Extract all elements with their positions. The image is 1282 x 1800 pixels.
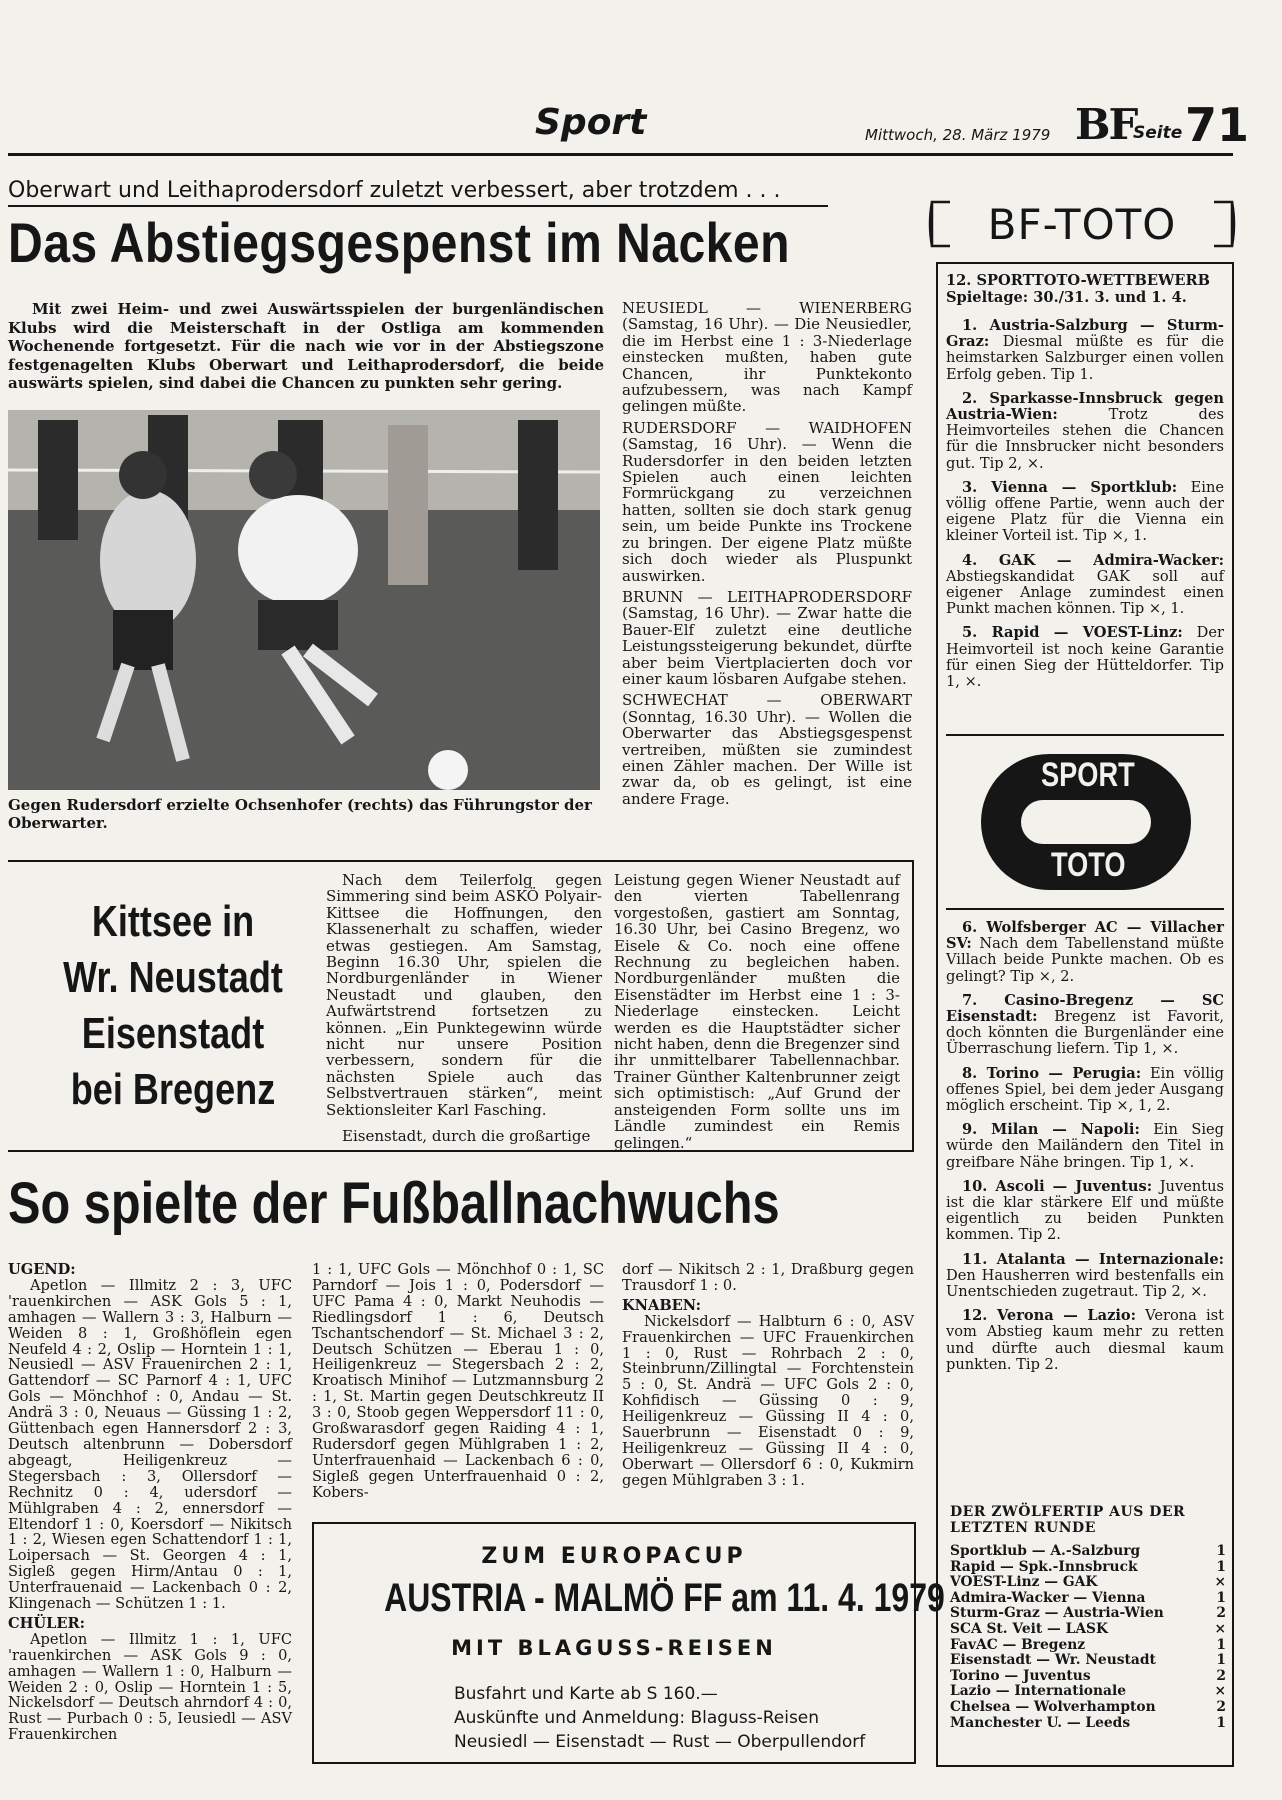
toto-tip-12-match: 12. Verona — Lazio:: [962, 1307, 1137, 1325]
youth-headline: So spielte der Fußballnachwuchs: [8, 1171, 780, 1236]
toto-tip-7-text: Bregenz ist Favorit, doch könnten die Burgenländer eine Überraschung liefern. Tip 1, ×.: [946, 1008, 1225, 1058]
toto-tip-6: [946, 920, 1224, 985]
toto-tip-9-match: 9. Milan — Napoli:: [962, 1121, 1140, 1139]
toto-tip-11: [946, 1252, 1224, 1301]
toto-result-tip: 2: [1216, 1605, 1226, 1622]
box-headline-line4: bei Bregenz: [70, 1065, 276, 1114]
youth-knaben-results: Nickelsdorf — Halbturn 6 : 0, ASV Frauenkirchen — UFC Frauenkirchen 1 : 0, Rust — Rohrbach 2 : 0, Steinbrunn/Zillingtal — Forchtenstein 5 : 0, St. Andrä — UFC Gols 2 : 0, Kohfidisch — Güssing 0 : 9, Heiligenkreuz — Güssing II 4 : 0, Sauerbrunn — Eisenstadt 0 : 9, Heiligenkreuz — Güssing II 4 : 0, Oberwart — Ollersdorf 6 : 0, Kukmirn gegen Mühlgraben 3 : 1.: [622, 1312, 914, 1489]
toto-result-tip: 2: [1216, 1698, 1226, 1715]
toto-tip-10: [946, 1179, 1224, 1244]
toto-tip-4-match: 4. GAK — Admira-Wacker:: [962, 551, 1224, 569]
issue-date: Mittwoch, 28. März 1979: [865, 126, 1051, 144]
kicker-rule: [8, 205, 828, 207]
advert-line-2-wrap: [314, 1576, 945, 1621]
toto-tip-8-text: Ein völlig offenes Spiel, bei dem jeder Ausgang möglich erscheint. Tip ×, 1, 2.: [946, 1064, 1225, 1115]
toto-heading-1: 12. SPORTTOTO-WETTBEWERB: [946, 272, 1210, 289]
toto-tip-1-text: Diesmal müßte es für die heimstarken Salzburger einen vollen Erfolg geben. Tip 1.: [946, 333, 1225, 383]
box-headline-line1: Kittsee in: [91, 897, 255, 946]
page-number: 71: [1185, 98, 1250, 152]
paragraph-brunn: BRUNN — LEITHAPRODERSDORF (Samstag, 16 Uhr). — Zwar hatte die Bauer-Elf zuletzt eine deutliche Leistungssteigerung bekundet, dürfte aber beim Viertplacierten doch vor einer kaum lösbaren Aufgabe stehen.: [622, 587, 912, 688]
toto-tip-4: [946, 553, 1224, 618]
toto-tip-3: [946, 480, 1224, 545]
toto-result-tip: 1: [1216, 1714, 1226, 1731]
masthead-logo: BF: [1075, 100, 1137, 149]
toto-result-tip: 1: [1216, 1652, 1226, 1669]
youth-column-3-text: dorf — Nikitsch 2 : 1, Draßburg gegen Trausdorf 1 : 0.: [622, 1261, 914, 1294]
match-photo: [8, 410, 600, 790]
toto-tip-6-match: 6. Wolfsberger AC — Villacher SV:: [946, 919, 1224, 953]
toto-tip-7: [946, 993, 1224, 1058]
box-headline-line2: Wr. Neustadt: [63, 953, 283, 1002]
toto-result-row: [950, 1684, 1226, 1700]
toto-tip-5: [946, 625, 1224, 690]
toto-result-match: Torino — Juventus: [950, 1667, 1091, 1684]
toto-result-match: Chelsea — Wolverhampton: [950, 1698, 1156, 1715]
toto-tip-4-text: Abstiegskandidat GAK soll auf eigener Anlage zumindest einen Punkt machen können. Tip ×, 1.: [946, 567, 1224, 618]
toto-tip-12: [946, 1308, 1224, 1373]
sport-toto-logo-top: SPORT: [1041, 756, 1135, 794]
photo-caption: Gegen Rudersdorf erzielte Ochsenhofer (rechts) das Führungstor der Oberwarter.: [8, 796, 592, 832]
lead-headline: Das Abstiegsgespenst im Nacken: [8, 211, 790, 274]
youth-column-3: [622, 1262, 914, 1489]
toto-result-match: Lazio — Internationale: [950, 1683, 1127, 1700]
toto-tip-5-text: Der Heimvorteil ist noch keine Garantie für einen Sieg der Hütteldorfer. Tip 1, ×.: [946, 624, 1224, 691]
toto-result-row: [950, 1700, 1226, 1716]
toto-result-tip: ×: [1214, 1574, 1226, 1591]
lead-kicker: Oberwart und Leithaprodersdorf zuletzt verbessert, aber trotzdem . . .: [8, 178, 781, 203]
toto-title-banner: [928, 198, 1236, 250]
toto-tip-9: [946, 1122, 1224, 1171]
youth-heading-knaben: KNABEN:: [622, 1296, 702, 1314]
advert-line-5: Auskünfte und Anmeldung: Blaguss-Reisen: [454, 1708, 820, 1728]
youth-schueler-results: Apetlon — Illmitz 1 : 1, UFC 'rauenkirchen — ASK Gols 9 : 0, amhagen — Wallern 1 : 0, Halburn — Weiden 2 : 0, Oslip — Horntein 1 : 5, Nickelsdorf — Deutsch ahrndorf 4 : 0, Rust — Purbach 0 : 5, Ieusiedl — ASV Frauenkirchen: [8, 1630, 292, 1744]
box-column-2: Leistung gegen Wiener Neustadt auf den vierten Tabellenrang vorgestoßen, gastiert am Sonntag, 16.30 Uhr, bei Casino Bregenz, wo Eisele & Co. noch eine offene Rechnung zu begleichen haben. Nordburgenländer mußten die Eisenstädter im Herbst eine 1 : 3-Niederlage einstecken. Leicht werden es die Hauptstädter sicher nicht haben, denn die Bregenzer sind ihr unmittelbarer Tabellennachbar. Trainer Günther Kaltenbrunner zeigt sich optimistisch: „Auf Grund der ansteigenden Form sollte uns im Ländle zumindest ein Remis gelingen.“: [614, 871, 900, 1152]
toto-content-top: [946, 272, 1224, 698]
toto-result-row: [950, 1606, 1226, 1622]
toto-divider-2: [946, 908, 1224, 910]
box-headline: [28, 894, 318, 1118]
toto-result-tip: 1: [1216, 1543, 1226, 1559]
toto-result-row: [950, 1560, 1226, 1576]
advert-line-3: MIT BLAGUSS-REISEN: [451, 1636, 777, 1660]
toto-result-tip: 1: [1216, 1636, 1226, 1653]
lead-columns: [622, 300, 912, 812]
sport-toto-logo-bottom: TOTO: [1051, 846, 1126, 884]
toto-result-match: Sportklub — A.-Salzburg: [950, 1543, 1141, 1559]
toto-result-row: [950, 1544, 1226, 1560]
masthead: [0, 90, 1250, 156]
toto-tip-1: [946, 318, 1224, 383]
toto-result-row: [950, 1575, 1226, 1591]
masthead-rule: [8, 153, 1233, 156]
box-column-1-text: Nach dem Teilerfolg gegen Simmering sind beim ASKÖ Polyair-Kittsee die Hoffnungen, den Klassenerhalt zu schaffen, wieder etwas gestiegen. Am Samstag, Beginn 16.30 Uhr, spielen die Nordburgenländer in Wiener Neustadt und glauben, den Aufwärtstrend fortsetzen zu können. „Ein Punktegewinn würde nicht nur unsere Position verbessern, sondern für die nächsten Spiele auch das Selbstvertrauen stärken“, meint Sektionsleiter Karl Fasching.: [326, 871, 602, 1119]
youth-heading-jugend: UGEND:: [8, 1261, 76, 1278]
sport-toto-logo: [975, 748, 1197, 896]
toto-result-match: SCA St. Veit — LASK: [950, 1620, 1108, 1637]
toto-result-match: Admira-Wacker — Vienna: [950, 1589, 1146, 1606]
advert-line-2: AUSTRIA - MALMÖ FF am 11. 4. 1979: [384, 1576, 945, 1620]
toto-results: [950, 1504, 1226, 1731]
box-article: [8, 860, 914, 1152]
europacup-advert: [312, 1522, 945, 1764]
box-headline-line3: Eisenstadt: [81, 1009, 265, 1058]
toto-result-tip: ×: [1214, 1620, 1226, 1637]
advert-line-1: ZUM EUROPACUP: [481, 1544, 747, 1569]
toto-result-row: [950, 1669, 1226, 1685]
toto-tip-1-match: 1. Austria-Salzburg — Sturm-Graz:: [946, 317, 1224, 351]
toto-tip-5-match: 5. Rapid — VOEST-Linz:: [962, 624, 1183, 642]
page-label: Seite: [1133, 123, 1183, 143]
advert-line-6: Neusiedl — Eisenstadt — Rust — Oberpullendorf: [454, 1732, 866, 1752]
toto-heading-2: Spieltage: 30./31. 3. und 1. 4.: [946, 289, 1187, 306]
paragraph-schwechat: SCHWECHAT — OBERWART (Sonntag, 16.30 Uhr). — Wollen die Oberwarter das Abstiegsgespenst vertreiben, müßten sie zumindest einen Zähler machen. Der Wille ist zwar da, ob es gelingt, ist eine andere Frage.: [622, 691, 912, 808]
toto-tip-9-text: Ein Sieg würde den Mailändern den Titel in greifbare Nähe bringen. Tip 1, ×.: [946, 1121, 1224, 1171]
toto-tip-2: [946, 391, 1224, 472]
toto-title: BF-TOTO: [987, 200, 1177, 249]
toto-result-row: [950, 1622, 1226, 1638]
toto-tip-11-text: Den Hausherren wird bestenfalls ein Unentschieden zugetraut. Tip 2, ×.: [946, 1266, 1224, 1301]
toto-result-tip: 2: [1216, 1667, 1226, 1684]
youth-jugend-results: Apetlon — Illmitz 2 : 3, UFC 'rauenkirchen — ASK Gols 5 : 1, amhagen — Wallern 3 : 3, Halburn — Weiden 8 : 1, Großhöflein egen Neufeld 4 : 2, Oslip — Horntein 1 : 1, Neusiedl — ASV Frauenirchen 2 : 1, Gattendorf — SC Parnorf 4 : 1, UFC Gols — Mönchhof : 0, Andau — St. Andrä 3 : 0, Neuaus — Güssing 1 : 2, Güttenbach egen Hannersdorf 2 : 3, Deutsch altenbrunn — Dobersdorf abgeagt, Heiligenkreuz — Stegersbach : 3, Ollersdorf — Rechnitz 0 : 4, udersdorf — Mühlgraben 4 : 2, ennersdorf — Eltendorf 1 : 0, Koersdorf — Nikitsch 1 : 2, Wiesen egen Schattendorf 1 : 1, Loipersach — St. Georgen 4 : 1, Sigleß gegen Hirm/Antau 0 : 1, Unterfrauenaid — Lackenbach 0 : 2, Klingenach — Schützen 1 : 1.: [8, 1276, 292, 1613]
toto-tip-11-match: 11. Atalanta — Internazionale:: [962, 1250, 1224, 1268]
toto-result-row: [950, 1716, 1226, 1732]
youth-heading-schueler: CHÜLER:: [8, 1614, 86, 1632]
toto-tip-8-match: 8. Torino — Perugia:: [962, 1064, 1142, 1082]
toto-tip-10-text: Juventus ist die klar stärkere Elf und müßte eigentlich zu beiden Punkten kommen. Tip 2.: [946, 1177, 1224, 1244]
toto-tip-8: [946, 1066, 1224, 1115]
lead-intro: Mit zwei Heim- und zwei Auswärtsspielen der burgenländischen Klubs wird die Meisterschaft in der Ostliga am kommenden Wochenende fortgesetzt. Für die nach wie vor in der Abstiegszone festgenagelten Klubs Oberwart und Leithaprodersdorf, die beide auswärts spielen, sind dabei die Chancen zu punkten sehr gering.: [8, 300, 604, 392]
toto-result-match: Sturm-Graz — Austria-Wien: [950, 1605, 1164, 1622]
toto-result-tip: ×: [1214, 1683, 1226, 1700]
toto-result-match: Rapid — Spk.-Innsbruck: [950, 1558, 1138, 1575]
toto-tip-3-text: Eine völlig offene Partie, wenn auch der eigene Platz für die Vienna ein kleiner Vorteil ist. Tip ×, 1.: [946, 478, 1224, 545]
toto-divider-1: [946, 734, 1224, 736]
toto-tip-12-text: Verona ist vom Abstieg kaum mehr zu retten und dürfte auch diesmal kaum punkten. Tip 2.: [946, 1307, 1224, 1373]
toto-results-heading: DER ZWÖLFERTIP AUS DER LETZTEN RUNDE: [950, 1504, 1186, 1536]
toto-result-row: [950, 1653, 1226, 1669]
paragraph-rudersdorf: RUDERSDORF — WAIDHOFEN (Samstag, 16 Uhr). — Wenn die Rudersdorfer in den beiden letzten Spielen auch einen leichten Formrückgang zu verzeichnen hatten, sollten sie doch stark genug sein, um beide Punkte ins Trockene zu bringen. Der eigene Platz müßte sich doch wieder als Pluspunkt auswirken.: [622, 418, 912, 585]
toto-result-row: [950, 1638, 1226, 1654]
toto-result-match: VOEST-Linz — GAK: [950, 1574, 1098, 1591]
section-title: Sport: [535, 102, 647, 143]
toto-result-tip: 1: [1216, 1558, 1226, 1575]
advert-line-4: Busfahrt und Karte ab S 160.—: [454, 1684, 718, 1704]
toto-result-match: FavAC — Bregenz: [950, 1636, 1086, 1653]
toto-content-bottom: [946, 920, 1224, 1381]
paragraph-neusiedl: NEUSIEDL — WIENERBERG (Samstag, 16 Uhr). — Die Neusiedler, die im Herbst eine 1 : 3-Niederlage einstecken mußten, haben gute Chancen, ihr Punktekonto aufzubessern, was nach Kampf gelingen müßte.: [622, 299, 912, 416]
toto-result-match: Eisenstadt — Wr. Neustadt: [950, 1652, 1156, 1669]
photo-illustration: [8, 410, 600, 790]
box-column-1: [326, 872, 602, 1145]
toto-tip-2-match: 2. Sparkasse-Innsbruck gegen Austria-Wien:: [946, 389, 1224, 424]
toto-result-tip: 1: [1216, 1589, 1226, 1606]
toto-tip-2-text: Trotz des Heimvorteiles stehen die Chancen für die Innsbrucker nicht besonders gut. Tip 2, ×.: [946, 406, 1224, 472]
toto-result-match: Manchester U. — Leeds: [950, 1714, 1131, 1731]
toto-result-row: [950, 1591, 1226, 1607]
youth-column-2: 1 : 1, UFC Gols — Mönchhof 0 : 1, SC Parndorf — Jois 1 : 0, Podersdorf — UFC Pama 4 : 0, Markt Neuhodis — Riedlingsdorf 1 : 6, Deutsch Tschantschendorf — St. Michael 3 : 2, Deutsch Schützen — Eberau 1 : 0, Heiligenkreuz — Stegersbach 2 : 2, Kroatisch Minihof — Lutzmannsburg 2 : 1, St. Martin gegen Deutschkreutz II 3 : 0, Stoob gegen Weppersdorf 11 : 0, Großwarasdorf gegen Raiding 4 : 1, Rudersdorf gegen Mühlgraben 1 : 2, Unterfrauenhaid — Lackenbach 6 : 0, Sigleß gegen Unterfrauenhaid 0 : 2, Kobers-: [312, 1261, 604, 1501]
youth-column-1: [8, 1262, 292, 1743]
toto-tip-10-match: 10. Ascoli — Juventus:: [962, 1177, 1153, 1195]
toto-tip-3-match: 3. Vienna — Sportklub:: [962, 478, 1178, 496]
box-column-1-tail: Eisenstadt, durch die großartige: [342, 1127, 591, 1146]
toto-tip-7-match: 7. Casino-Bregenz — SC Eisenstadt:: [946, 991, 1224, 1026]
toto-tip-6-text: Nach dem Tabellenstand müßte Villach beide Punkte machen. Ob es gelingt? Tip ×, 2.: [946, 935, 1224, 985]
